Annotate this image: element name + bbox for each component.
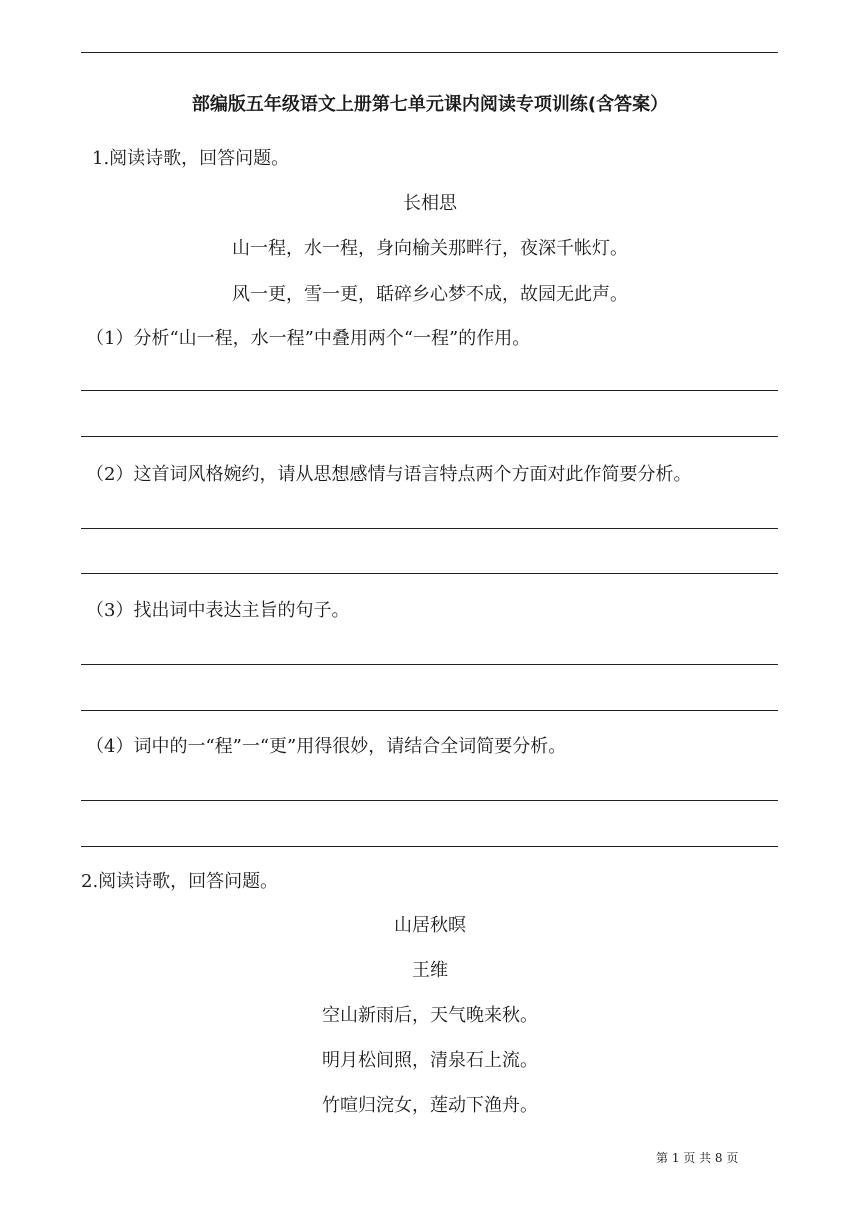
q1-poem-line: 风一更，雪一更，聒碎乡心梦不成，故园无此声。: [232, 284, 628, 305]
answer-line[interactable]: [81, 390, 778, 391]
q1-heading: 1.阅读诗歌，回答问题。: [92, 148, 290, 169]
q2-heading: 2.阅读诗歌，回答问题。: [81, 871, 279, 892]
q1-subquestion-4: （4）词中的一“程”一“更”用得很妙，请结合全词简要分析。: [86, 736, 567, 757]
q1-subquestion-3: （3）找出词中表达主旨的句子。: [86, 600, 350, 621]
q2-poem-line: 明月松间照，清泉石上流。: [322, 1050, 538, 1071]
header-rule: [81, 52, 778, 53]
q2-author: 王维: [412, 960, 448, 981]
answer-line[interactable]: [81, 800, 778, 801]
answer-line[interactable]: [81, 573, 778, 574]
answer-line[interactable]: [81, 710, 778, 711]
answer-line[interactable]: [81, 846, 778, 847]
document-title: 部编版五年级语文上册第七单元课内阅读专项训练(含答案）: [191, 94, 669, 115]
q1-poem-title: 长相思: [403, 193, 457, 214]
q1-subquestion-2: （2）这首词风格婉约，请从思想感情与语言特点两个方面对此作简要分析。: [86, 464, 692, 485]
q2-poem-line: 竹喧归浣女，莲动下渔舟。: [322, 1095, 538, 1116]
page-footer: 第 1 页 共 8 页: [656, 1151, 739, 1165]
answer-line[interactable]: [81, 436, 778, 437]
q2-poem-title: 山居秋暝: [394, 915, 466, 936]
q1-subquestion-1: （1）分析“山一程，水一程”中叠用两个“一程”的作用。: [86, 328, 531, 349]
answer-line[interactable]: [81, 528, 778, 529]
q1-poem-line: 山一程，水一程，身向榆关那畔行，夜深千帐灯。: [232, 238, 628, 259]
answer-line[interactable]: [81, 664, 778, 665]
q2-poem-line: 空山新雨后，天气晚来秋。: [322, 1005, 538, 1026]
